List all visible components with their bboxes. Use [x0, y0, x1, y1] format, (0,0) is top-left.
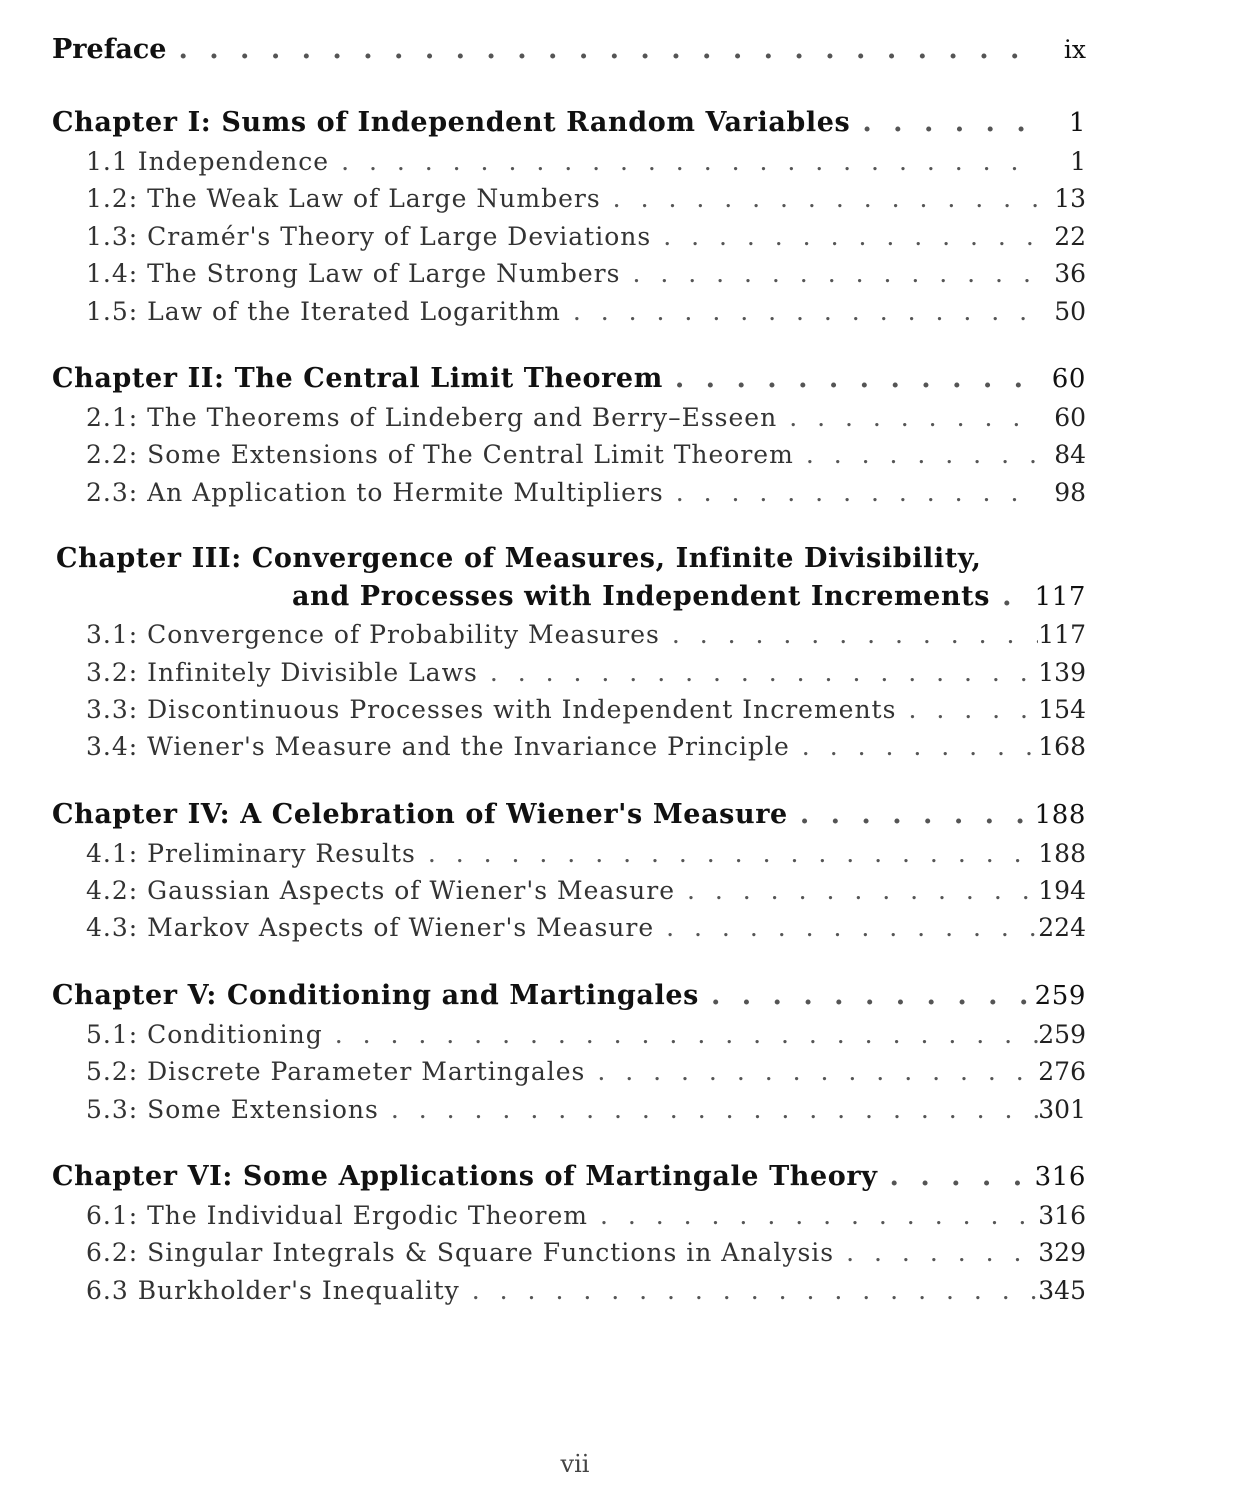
dot-leader	[790, 728, 1038, 765]
section-title: 4.1: Preliminary Results	[86, 838, 416, 868]
toc-page-number: 60	[1051, 363, 1086, 394]
chapter-heading-2[interactable]	[52, 359, 1086, 399]
dot-leader	[794, 436, 1040, 473]
toc-entry-preface[interactable]	[52, 26, 1086, 74]
toc-page-number: 117	[1038, 620, 1086, 650]
section-entry[interactable]	[52, 1272, 1086, 1309]
dot-leader	[329, 143, 1040, 180]
toc-page-number: 117	[1034, 582, 1086, 613]
section-entry[interactable]	[52, 218, 1086, 255]
section-title: 6.2: Singular Integrals & Square Functions in Analysis	[86, 1238, 835, 1268]
section-title: 1.1 Independence	[86, 147, 330, 176]
page-folio: vii	[560, 1450, 590, 1478]
toc-entry-title: Preface	[52, 34, 167, 65]
section-entry[interactable]	[52, 728, 1086, 765]
section-title: 2.2: Some Extensions of The Central Limit Theorem	[86, 440, 794, 470]
section-title: 3.2: Infinitely Divisible Laws	[86, 657, 478, 687]
dot-leader	[379, 1091, 1038, 1128]
chapter-title: Chapter I: Sums of Independent Random Variables	[52, 107, 851, 138]
toc-page-number: 301	[1038, 1094, 1086, 1124]
toc-page-number: 50	[1054, 296, 1086, 326]
dot-leader	[585, 1053, 1038, 1090]
chapter-block-2	[52, 359, 1086, 511]
section-title: 1.4: The Strong Law of Large Numbers	[86, 259, 621, 289]
toc-page-number: 345	[1038, 1275, 1086, 1305]
dot-leader	[651, 218, 1040, 255]
section-title: 4.3: Markov Aspects of Wiener's Measure	[86, 913, 655, 943]
chapter-heading-4[interactable]	[52, 795, 1086, 835]
dot-leader	[620, 255, 1040, 292]
toc-page-number: 224	[1038, 913, 1086, 943]
dot-leader	[699, 976, 1035, 1016]
toc-page-number: 316	[1038, 1201, 1086, 1231]
section-entry[interactable]	[52, 293, 1086, 330]
section-title: 4.2: Gaussian Aspects of Wiener's Measure	[86, 876, 675, 906]
section-entry[interactable]	[52, 180, 1086, 217]
preface-block	[52, 26, 1086, 74]
dot-leader	[663, 359, 1040, 399]
dot-leader	[654, 909, 1038, 946]
dot-leader	[788, 795, 1035, 835]
toc-page-number: 329	[1038, 1238, 1086, 1268]
section-title: 1.3: Cramér's Theory of Large Deviations	[86, 221, 652, 251]
section-entry[interactable]	[52, 436, 1086, 473]
toc-page-number: 188	[1034, 799, 1086, 830]
toc-page-number: 188	[1038, 838, 1086, 868]
dot-leader	[588, 1197, 1038, 1234]
dot-leader	[561, 293, 1040, 330]
section-entry[interactable]	[52, 654, 1086, 691]
section-title: 6.3 Burkholder's Inequality	[86, 1275, 460, 1305]
toc-page-number: 13	[1054, 184, 1086, 214]
dot-leader	[834, 1234, 1038, 1271]
dot-leader	[416, 835, 1038, 872]
section-title: 5.2: Discrete Parameter Martingales	[86, 1057, 586, 1087]
toc-page-number: 60	[1054, 402, 1086, 432]
section-entry[interactable]	[52, 1053, 1086, 1090]
dot-leader	[166, 26, 1040, 74]
dot-leader	[675, 872, 1038, 909]
toc-page-number: 168	[1038, 732, 1086, 762]
dot-leader	[777, 399, 1040, 436]
dot-leader	[660, 616, 1038, 653]
chapter-title: Chapter IV: A Celebration of Wiener's Measure	[52, 798, 788, 830]
dot-leader	[478, 654, 1038, 691]
toc-page-number: 98	[1054, 477, 1086, 507]
toc-page-number: 194	[1038, 876, 1086, 906]
chapter-heading-3[interactable]	[52, 540, 1086, 616]
chapter-block-4	[52, 795, 1086, 947]
toc-page-number: ix	[1063, 35, 1086, 64]
chapter-block-5	[52, 976, 1086, 1128]
section-entry[interactable]	[52, 691, 1086, 728]
dot-leader	[460, 1272, 1039, 1309]
section-title: 1.5: Law of the Iterated Logarithm	[86, 296, 561, 326]
section-entry[interactable]	[52, 255, 1086, 292]
toc-page-number: 22	[1054, 221, 1086, 251]
toc-page-number: 1	[1070, 147, 1086, 176]
section-title: 6.1: The Individual Ergodic Theorem	[86, 1201, 588, 1231]
dot-leader	[323, 1016, 1039, 1053]
dot-leader	[990, 578, 1035, 616]
toc-page-number: 84	[1054, 440, 1086, 470]
section-title: 3.1: Convergence of Probability Measures	[86, 620, 660, 650]
section-title: 5.1: Conditioning	[86, 1019, 323, 1049]
section-entry[interactable]	[52, 399, 1086, 436]
section-title: 5.3: Some Extensions	[86, 1094, 379, 1124]
chapter-block-1	[52, 103, 1086, 330]
section-entry[interactable]	[52, 872, 1086, 909]
chapter-title-line-2: and Processes with Independent Increments	[292, 581, 991, 613]
section-entry[interactable]	[52, 616, 1086, 653]
section-entry[interactable]	[52, 474, 1086, 511]
toc-page-number: 276	[1038, 1057, 1086, 1087]
section-entry[interactable]	[52, 1091, 1086, 1128]
chapter-heading-6[interactable]	[52, 1157, 1086, 1197]
chapter-title: Chapter II: The Central Limit Theorem	[52, 362, 663, 394]
toc-page-number: 259	[1034, 980, 1086, 1011]
section-title: 2.1: The Theorems of Lindeberg and Berry–Esseen	[86, 402, 778, 432]
section-title: 3.4: Wiener's Measure and the Invariance Principle	[86, 732, 790, 762]
section-entry[interactable]	[52, 909, 1086, 946]
toc-page-number: 316	[1034, 1162, 1086, 1193]
toc-page-number: 36	[1054, 259, 1086, 289]
section-title: 1.2: The Weak Law of Large Numbers	[86, 184, 601, 214]
section-entry[interactable]	[52, 1197, 1086, 1234]
dot-leader	[878, 1157, 1035, 1197]
table-of-contents	[52, 26, 1086, 1309]
toc-page-number: 139	[1038, 657, 1086, 687]
chapter-block-6	[52, 1157, 1086, 1309]
dot-leader	[896, 691, 1038, 728]
chapter-block-3	[52, 540, 1086, 766]
section-entry[interactable]	[52, 1016, 1086, 1053]
toc-page-number: 259	[1038, 1019, 1086, 1049]
chapter-heading-5[interactable]	[52, 976, 1086, 1016]
section-title: 3.3: Discontinuous Processes with Independent Increments	[86, 694, 897, 724]
dot-leader	[601, 180, 1040, 217]
chapter-title-line-1: Chapter III: Convergence of Measures, Infinite Divisibility,	[56, 543, 982, 575]
section-entry[interactable]	[52, 143, 1086, 180]
toc-page-number: 154	[1038, 694, 1086, 724]
chapter-title-line-2-row	[52, 578, 1086, 616]
section-entry[interactable]	[52, 835, 1086, 872]
section-title: 2.3: An Application to Hermite Multipliers	[86, 477, 664, 507]
dot-leader	[664, 474, 1040, 511]
chapter-title: Chapter VI: Some Applications of Martingale Theory	[52, 1161, 878, 1193]
chapter-heading-1[interactable]	[52, 103, 1086, 143]
toc-page-number: 1	[1068, 108, 1086, 138]
dot-leader	[850, 103, 1040, 143]
section-entry[interactable]	[52, 1234, 1086, 1271]
chapter-title: Chapter V: Conditioning and Martingales	[52, 979, 699, 1011]
